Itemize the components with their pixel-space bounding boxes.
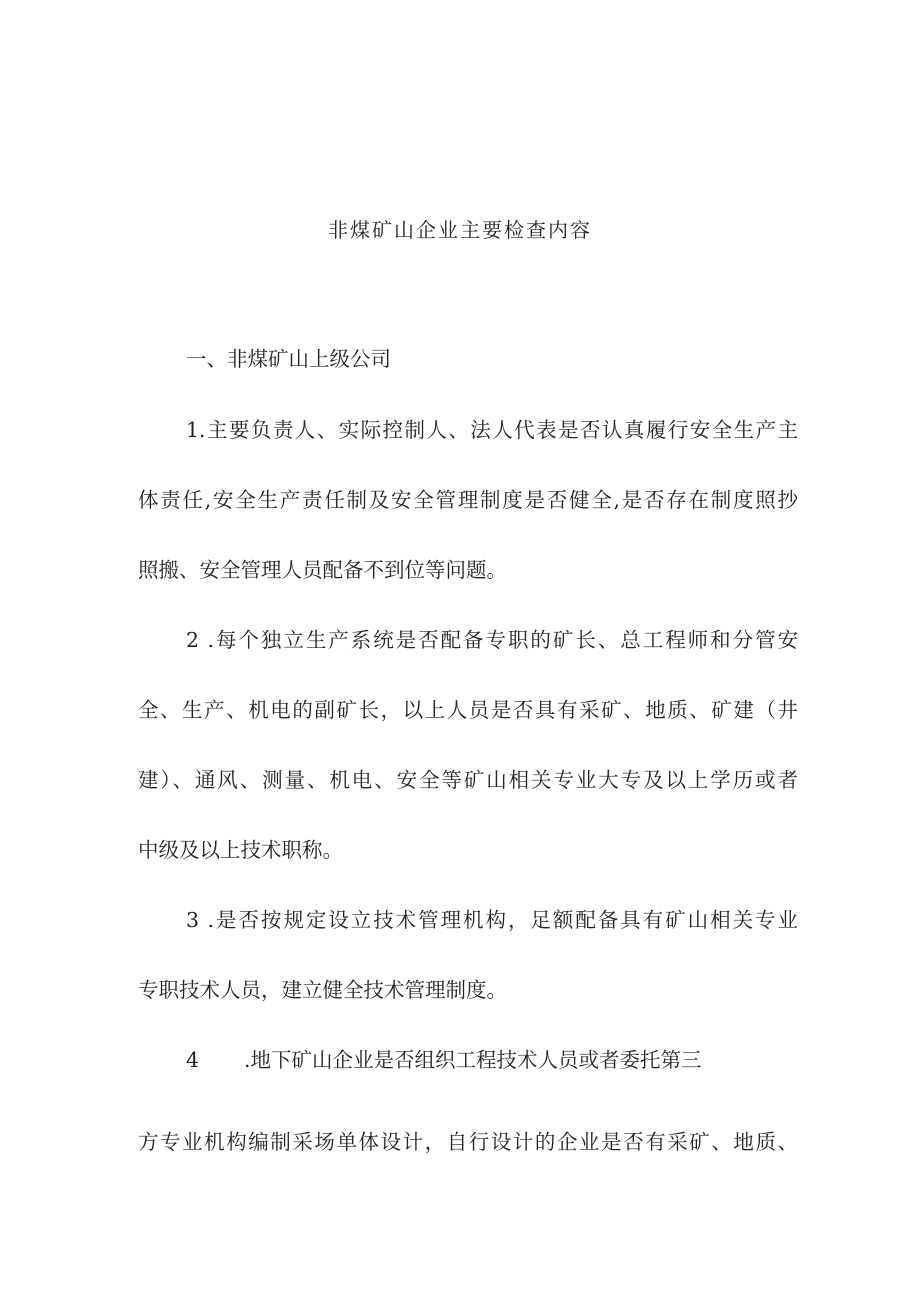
item-2-line-3: 建）、通风、测量、机电、安全等矿山相关专业大专及以上学历或者 <box>138 768 798 792</box>
item-2-line-1: 2 .每个独立生产系统是否配备专职的矿长、总工程师和分管安 <box>186 628 798 652</box>
item-3-line-2: 专职技术人员，建立健全技术管理制度。 <box>138 978 507 1002</box>
item-1-line-1: 1.主要负责人、实际控制人、法人代表是否认真履行安全生产主 <box>186 418 798 442</box>
item-1-line-3: 照搬、安全管理人员配备不到位等问题。 <box>138 558 507 582</box>
item-2-line-2: 全、生产、机电的副矿长，以上人员是否具有采矿、地质、矿建（井 <box>138 698 798 722</box>
item-4-line-1 <box>186 1044 702 1076</box>
section-heading: 一、非煤矿山上级公司 <box>186 347 391 371</box>
item-4-number: 4 <box>186 1048 200 1072</box>
item-4-line-2: 方专业机构编制采场单体设计，自行设计的企业是否有采矿、地质、 <box>138 1130 798 1154</box>
item-3-line-1: 3 .是否按规定设立技术管理机构，足额配备具有矿山相关专业 <box>186 908 798 932</box>
document-title: 非煤矿山企业主要检查内容 <box>328 218 592 242</box>
item-1-line-2: 体责任,安全生产责任制及安全管理制度是否健全,是否存在制度照抄 <box>138 488 798 512</box>
item-2-line-4: 中级及以上技术职称。 <box>138 838 343 862</box>
item-4-line-1-text: .地下矿山企业是否组织工程技术人员或者委托第三 <box>244 1048 702 1072</box>
